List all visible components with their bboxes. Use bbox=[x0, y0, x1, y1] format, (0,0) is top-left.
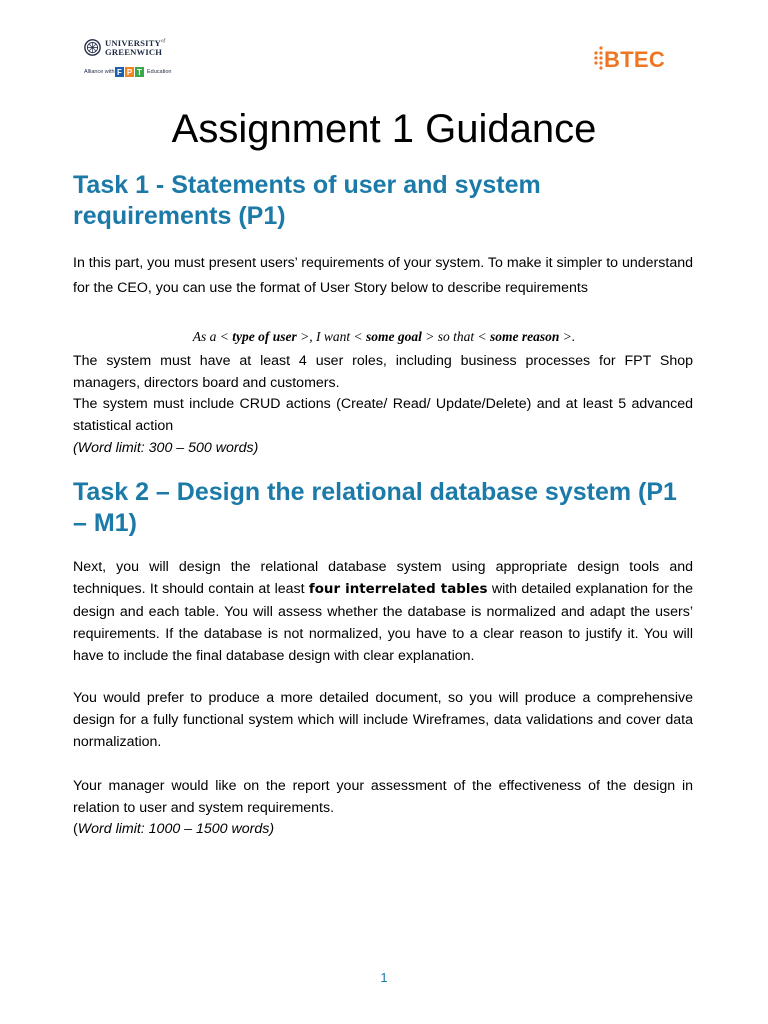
fpt-alliance bbox=[84, 67, 184, 79]
svg-text:P: P bbox=[126, 68, 133, 77]
alliance-text: Alliance with bbox=[84, 69, 115, 75]
university-of: of bbox=[160, 39, 166, 44]
page-number: 1 bbox=[380, 970, 388, 985]
university-crest-icon bbox=[84, 39, 101, 56]
task2-paragraph-2: You would prefer to produce a more detailed document, so you will produce a comprehensive design for a fully functional system which will include Wireframes, data validations and cover data normalization. bbox=[73, 690, 693, 750]
story-mid2: > so that < bbox=[421, 329, 490, 344]
story-mid1: >, I want < bbox=[296, 329, 366, 344]
story-reason: some reason bbox=[489, 329, 560, 344]
svg-text:F: F bbox=[117, 68, 122, 77]
story-suffix: >. bbox=[559, 329, 576, 344]
fpt-logo-icon bbox=[115, 67, 145, 77]
user-story-format bbox=[0, 327, 768, 347]
university-name bbox=[105, 38, 165, 56]
story-goal: some goal bbox=[365, 329, 422, 344]
task2-word-limit-open: ( bbox=[73, 821, 78, 837]
task2-paragraph-1 bbox=[73, 556, 693, 667]
page-title: Assignment 1 Guidance bbox=[171, 107, 597, 151]
btec-text: BTEC bbox=[604, 47, 666, 72]
university-line1: UNIVERSITY bbox=[105, 37, 161, 48]
task2-heading: Task 2 – Design the relational database system (P1 – M1) bbox=[73, 478, 677, 537]
story-type: type of user bbox=[232, 329, 297, 344]
task1-heading: Task 1 - Statements of user and system requirements (P1) bbox=[73, 171, 541, 230]
university-line2: GREENWICH bbox=[105, 46, 163, 57]
svg-text:T: T bbox=[137, 68, 142, 77]
story-prefix: As a < bbox=[192, 329, 233, 344]
task2-p1-after: with detailed explanation for the design and each table. You will assess whether the database is normalized and adapt the users’ requirements. If the database is not normalized, you have to a clear reason to justify it. You will have to include the final database design with clear explanation. bbox=[73, 581, 693, 664]
task2-p1-bold: four interrelated tables bbox=[308, 582, 488, 597]
task2-paragraph-3: Your manager would like on the report your assessment of the effectiveness of the design in relation to user and system requirements. bbox=[73, 778, 693, 816]
task2-p1-before: Next, you will design the relational database system using appropriate design tools and techniques. It should contain at least bbox=[73, 559, 693, 597]
btec-logo bbox=[592, 45, 678, 75]
task1-paragraph-2: The system must have at least 4 user roles, including business processes for FPT Shop managers, directors board and customers. bbox=[73, 353, 693, 391]
task1-word-limit: (Word limit: 300 – 500 words) bbox=[73, 440, 259, 456]
task1-paragraph-3: The system must include CRUD actions (Create/ Read/ Update/Delete) and at least 5 advanced statistical action bbox=[73, 396, 693, 434]
task2-word-limit-text: Word limit: 1000 – 1500 words) bbox=[77, 821, 275, 837]
task2-word-limit bbox=[73, 818, 693, 840]
education-text: Education bbox=[147, 69, 172, 75]
university-logo bbox=[84, 38, 184, 80]
task1-paragraph-1: In this part, you must present users’ requirements of your system. To make it simpler to understand for the CEO, you can use the format of User Story below to describe requirements bbox=[73, 255, 693, 296]
